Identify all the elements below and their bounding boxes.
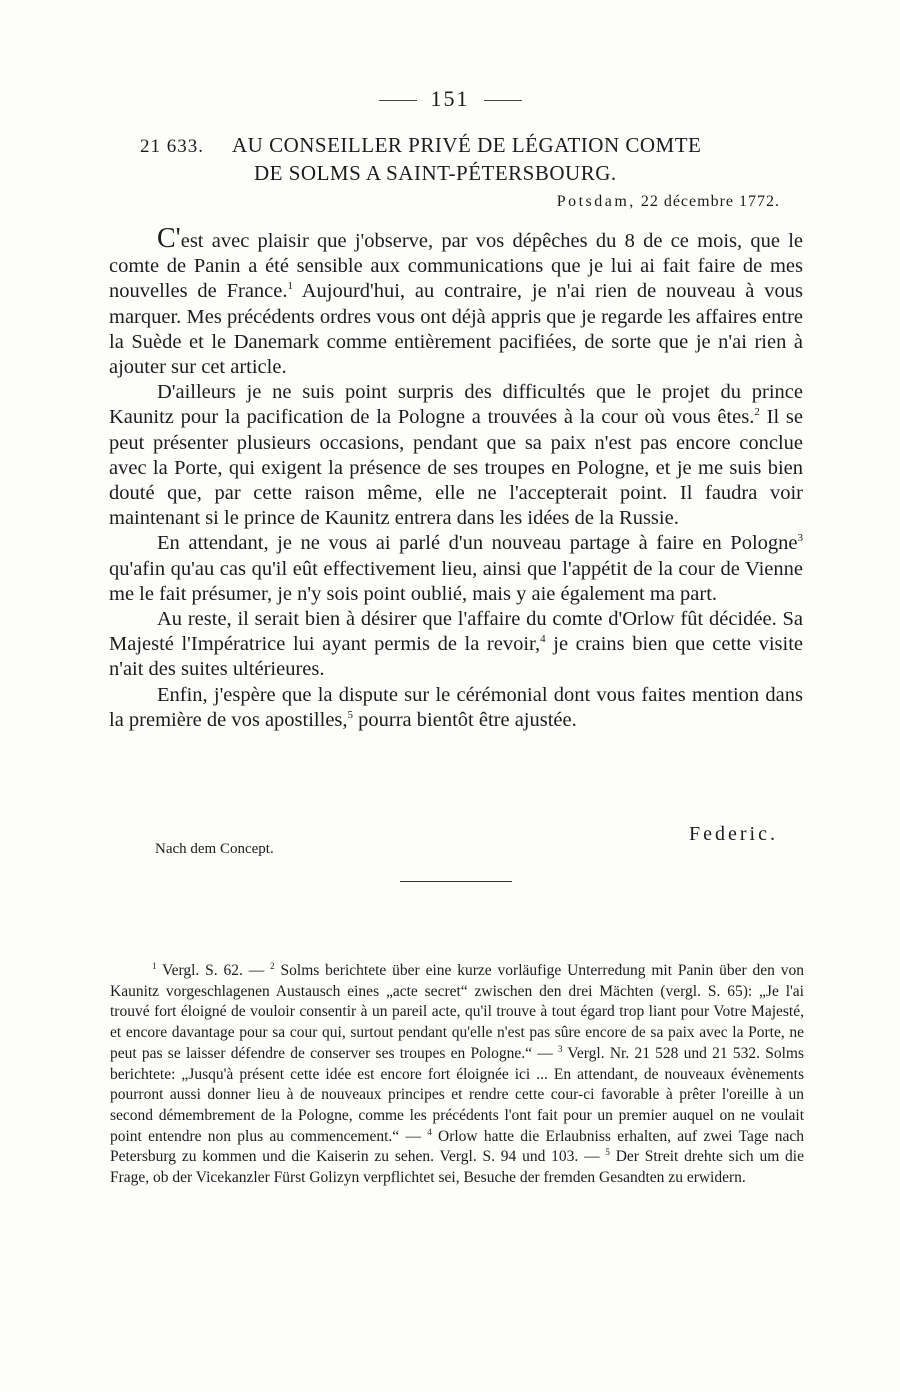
- signature: Federic.: [689, 823, 778, 845]
- paragraph-text: pourra bientôt être ajustée.: [353, 708, 577, 731]
- footnote-marker: 3: [557, 1043, 563, 1054]
- place: Potsdam,: [556, 193, 636, 210]
- footnote-text: Solms berichtete über eine kurze vorläufige Unterredung mit Panin über den von Kaunitz vorgeschlagenen Austausch eines „acte secret“ zwischen den drei Mächten (vergl. S. 65): „Je l'ai trouvé fort éloigné de vouloir consentir à un pareil acte, qu'il trouve à tout égard trop liant pour Votre Majesté, et encore davantage pour sa cour qui, surtout pendant qu'elle n'est pas sûre encore de sa paix avec la Porte, ne peut pas se laisser défendre de conserver ses troupes en Pologne.“ —: [110, 962, 804, 1062]
- paragraph-text: Aujourd'hui, au contraire, je n'ai rien de nouveau à vous marquer. Mes précédents ordres vous ont déjà appris que je regarde les affaires entre la Suède et le Danemark comme entièrement pacifiées, de sorte que je n'ai rien à ajouter sur cet article.: [109, 280, 803, 379]
- footnotes: [110, 961, 804, 1189]
- footnote-marker: 1: [152, 961, 157, 971]
- paragraph-1: [109, 223, 803, 380]
- paragraph-4: [109, 607, 803, 683]
- letter-body: [109, 223, 803, 733]
- page-number: 151: [0, 86, 900, 112]
- title-line-1: AU CONSEILLER PRIVÉ DE LÉGATION COMTE: [232, 133, 702, 157]
- document-number: 21 633.: [140, 136, 204, 157]
- footnote-text: Der Streit drehte sich um die Frage, ob der Vicekanzler Fürst Golizyn verpflichtet sei, Besuche der fremden Gesandten zu erwidern.: [110, 1148, 804, 1187]
- paragraph-text: En attendant, je ne vous ai parlé d'un nouveau partage à faire en Pologne: [157, 532, 798, 555]
- footnote-ref: 3: [797, 532, 803, 545]
- footnote-ref: 5: [347, 708, 354, 721]
- source-note: Nach dem Concept.: [155, 841, 274, 857]
- paragraph-text: qu'afin qu'au cas qu'il eût effectivement lieu, ainsi que l'appétit de la cour de Vienne me le fait présumer, je n'y sois point oublié, mais y aie également ma part.: [109, 557, 803, 605]
- separator-rule: [400, 881, 512, 882]
- paragraph-text: C'est avec plaisir que j'observe, par vos dépêches du 8 de ce mois, que le comte de Panin a été sensible aux communications que je lui ai fait faire de mes nouvelles de France.: [109, 223, 803, 303]
- letter-heading: [140, 132, 800, 186]
- paragraph-text: je crains bien que cette visite n'ait des suites ultérieures.: [109, 633, 803, 681]
- footnote-text: Orlow hatte die Erlaubniss erhalten, auf zwei Tage nach Petersburg zu kommen und die Kaiserin zu sehen. Vergl. S. 94 und 103. —: [110, 1127, 804, 1166]
- paragraph-text: Enfin, j'espère que la dispute sur le cérémonial dont vous faites mention dans la première de vos apostilles,: [109, 683, 803, 731]
- paragraph-text: Il se peut présenter plusieurs occasions, pendant que sa paix n'est pas encore conclue avec la Porte, qui exigent la présence de ses troupes en Pologne, et je me suis bien douté que, par cette raison même, elle ne l'accepterait point. Il faudra voir maintenant si le prince de Kaunitz entrera dans les idées de la Russie.: [109, 406, 803, 530]
- footnote-text: Vergl. S. 62. —: [156, 962, 271, 979]
- paragraph-3: [109, 531, 803, 607]
- footnote-ref: 4: [540, 633, 546, 646]
- footnote-ref: 1: [287, 280, 293, 293]
- footnote-marker: 5: [605, 1147, 610, 1158]
- date: 22 décembre 1772.: [640, 193, 780, 210]
- title-line-2: DE SOLMS A SAINT-PÉTERSBOURG.: [254, 161, 617, 185]
- footnote-marker: 2: [270, 961, 275, 971]
- paragraph-5: [109, 683, 803, 733]
- paragraph-2: [109, 380, 803, 531]
- footnote-ref: 2: [754, 406, 760, 419]
- footnote-text: Vergl. Nr. 21 528 und 21 532. Solms berichtete: „Jusqu'à présent cette idée est encore fort éloignée ici ... En attendant, de nouveaux évènements pourront aussi donner lieu à de nouveaux principes et rendre cette cour-ci favorable à prêter l'oreille à un second démembrement de la Pologne, comme les précédents l'ont fait pour un premier auquel on ne voulait point entendre non plus au commencement.“ —: [110, 1044, 804, 1145]
- paragraph-text: Au reste, il serait bien à désirer que l'affaire du comte d'Orlow fût décidée. Sa Majesté l'Impératrice lui ayant permis de la revoir,: [109, 608, 803, 656]
- dateline: [557, 193, 780, 211]
- footnote-marker: 4: [427, 1126, 432, 1137]
- paragraph-text: D'ailleurs je ne suis point surpris des difficultés que le projet du prince Kaunitz pour la pacification de la Pologne a trouvées à la cour où vous êtes.: [109, 381, 803, 429]
- footnote-block: [110, 961, 804, 1189]
